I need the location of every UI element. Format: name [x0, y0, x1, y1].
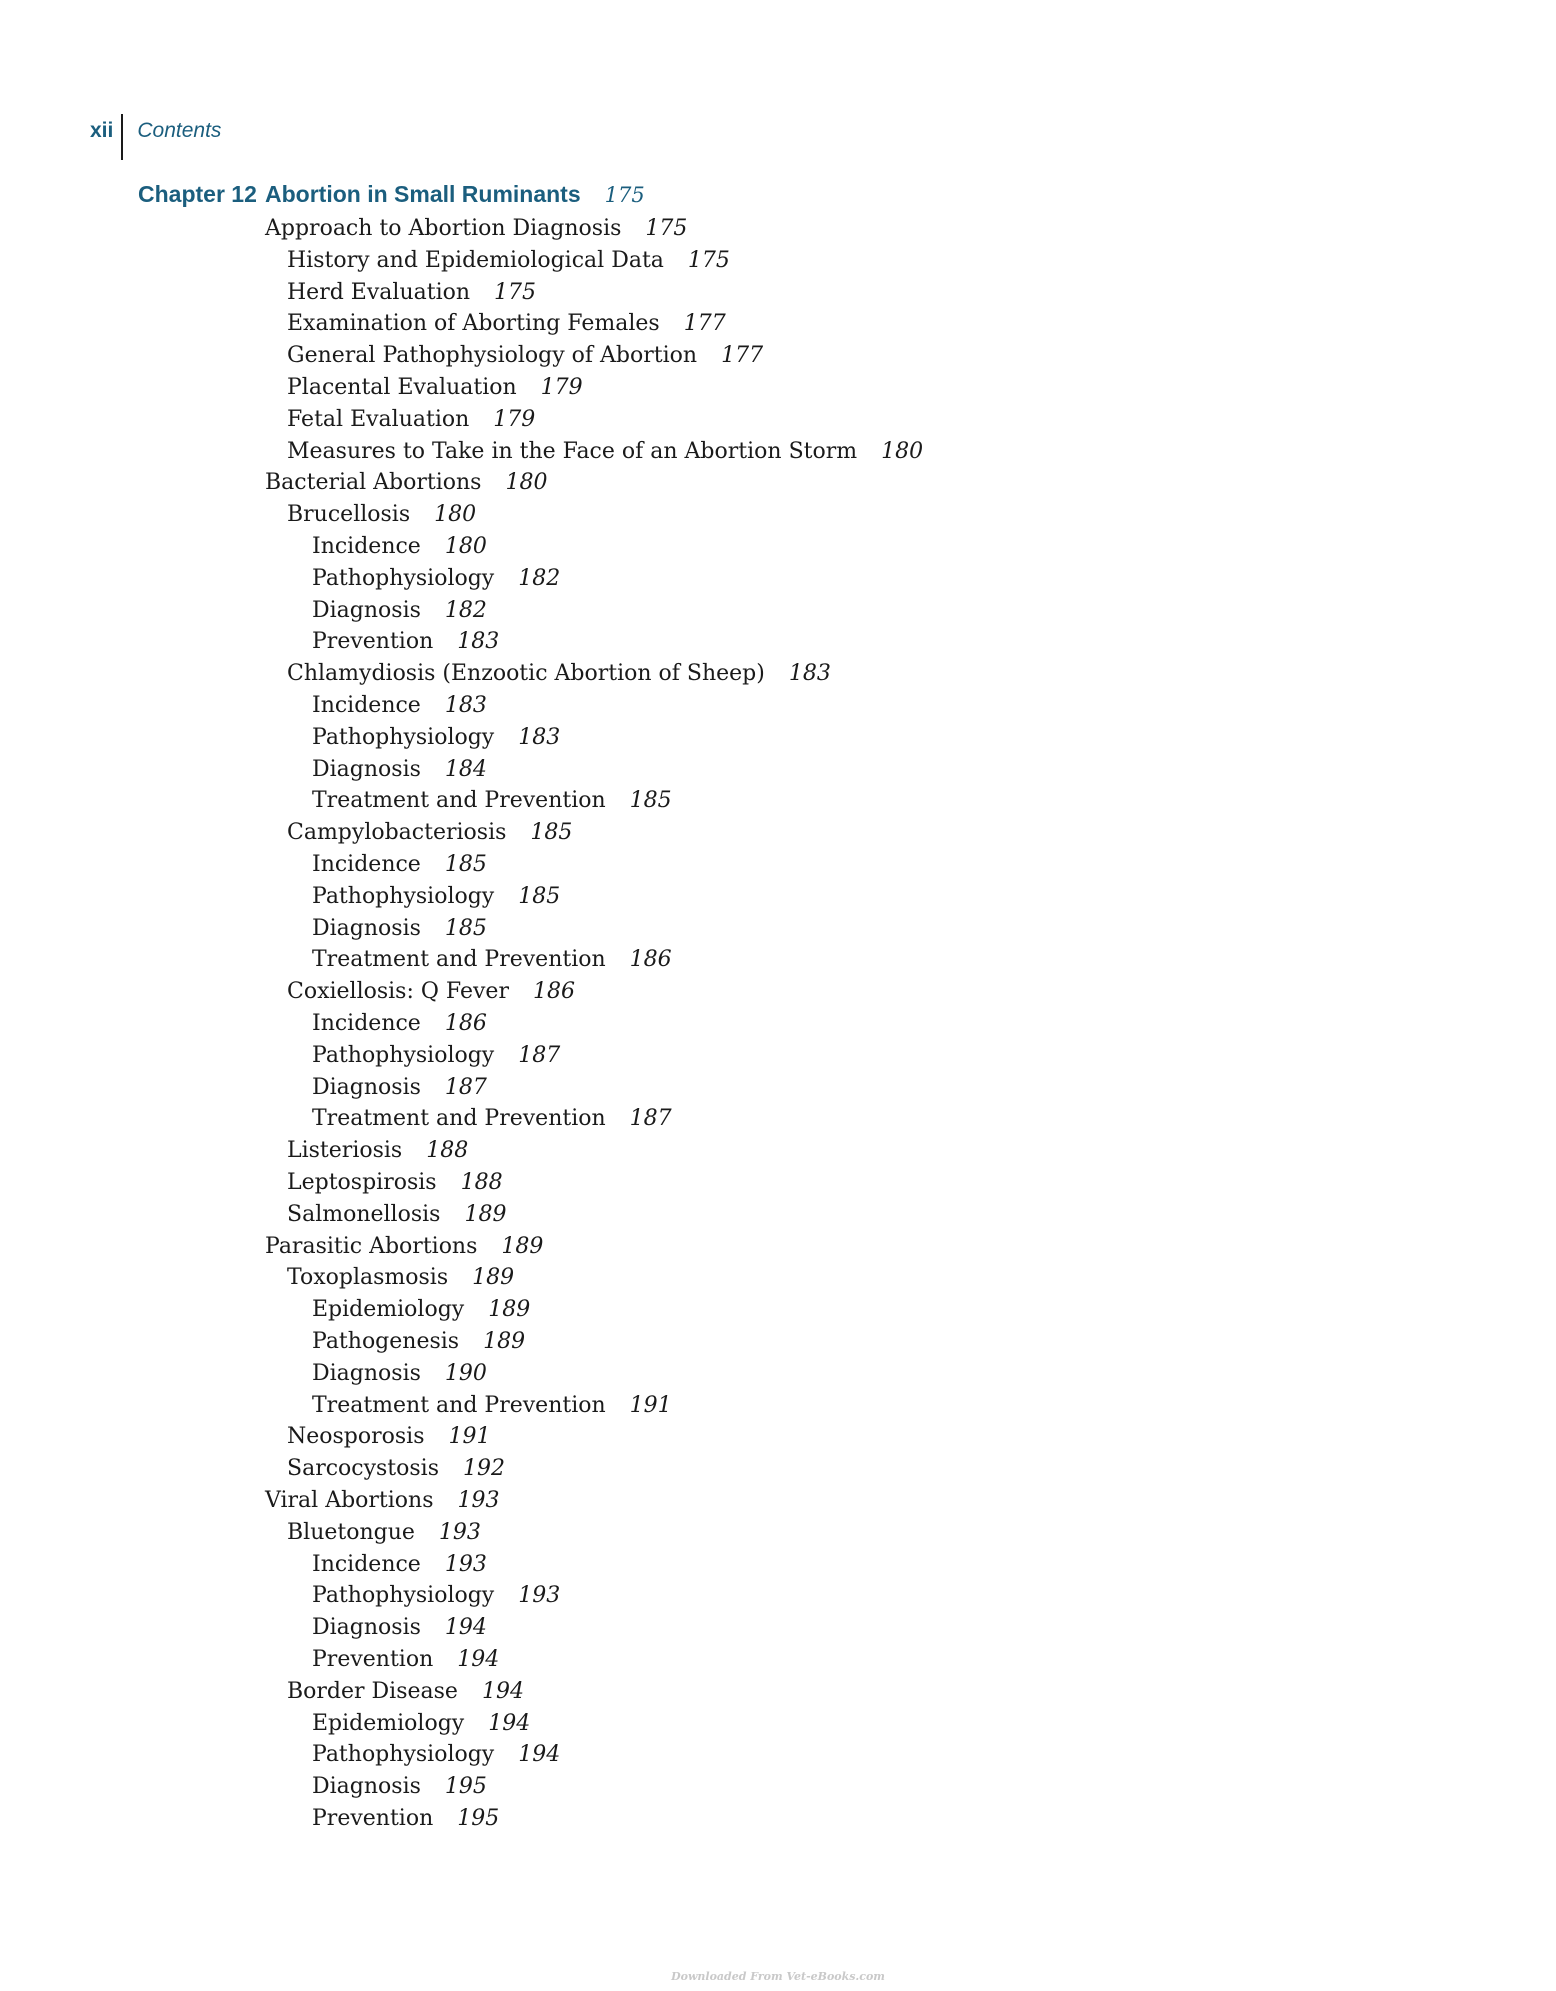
toc-entry-title: Measures to Take in the Face of an Abortion Storm — [287, 438, 858, 464]
toc-entry-title: Pathophysiology — [312, 883, 495, 909]
toc-entry-title: Incidence — [312, 693, 421, 718]
toc-entry-page: 187 — [444, 1074, 487, 1100]
toc-entry-page: 183 — [457, 629, 500, 655]
toc-entry-level-3 — [312, 722, 560, 754]
toc-entry-page: 194 — [444, 1615, 487, 1641]
toc-entry-level-1 — [265, 467, 547, 499]
chapter-title: Abortion in Small Ruminants — [265, 181, 581, 207]
toc-entry-title: History and Epidemiological Data — [287, 247, 664, 273]
toc-entry-page: 182 — [444, 597, 487, 623]
toc-entry-title: Treatment and Prevention — [312, 1392, 606, 1418]
toc-entry-title: Prevention — [312, 1806, 434, 1831]
toc-entry-title: Chlamydiosis (Enzootic Abortion of Sheep) — [287, 661, 765, 687]
toc-entry-title: Bluetongue — [287, 1519, 415, 1545]
toc-entry-level-3 — [312, 690, 487, 722]
toc-entry-level-2 — [287, 1676, 524, 1708]
toc-entry-level-3 — [312, 1040, 560, 1072]
toc-entry-level-1 — [265, 1231, 543, 1263]
toc-entry-level-2 — [287, 1167, 503, 1199]
toc-entry-title: Treatment and Prevention — [312, 788, 606, 814]
toc-entry-title: Border Disease — [287, 1678, 458, 1704]
toc-entry-title: Incidence — [312, 1011, 421, 1036]
toc-entry-title: Prevention — [312, 629, 434, 655]
toc-entry-page: 185 — [629, 788, 672, 814]
toc-entry-page: 189 — [501, 1233, 544, 1259]
toc-entry-level-2 — [287, 817, 572, 849]
toc-entry-level-2 — [287, 308, 726, 340]
toc-entry-page: 179 — [493, 406, 536, 432]
toc-entry-title: Fetal Evaluation — [287, 406, 470, 432]
toc-entry-level-3 — [312, 1771, 487, 1803]
toc-entry-title: Diagnosis — [312, 1360, 421, 1386]
toc-entry-title: Pathophysiology — [312, 565, 495, 591]
toc-entry-title: Prevention — [312, 1647, 434, 1672]
toc-entry-page: 191 — [448, 1424, 491, 1450]
toc-entry-title: Incidence — [312, 534, 421, 559]
toc-entry-title: Pathophysiology — [312, 724, 495, 750]
toc-entry-title: Diagnosis — [312, 1074, 421, 1100]
toc-entry-level-1 — [265, 1485, 500, 1517]
toc-entry-title: Herd Evaluation — [287, 279, 471, 305]
toc-entry-page: 182 — [518, 565, 561, 591]
toc-entry-level-3 — [312, 595, 487, 627]
toc-entry-title: Brucellosis — [287, 502, 411, 528]
toc-entry-title: Diagnosis — [312, 1774, 421, 1800]
toc-entry-title: Salmonellosis — [287, 1201, 441, 1227]
toc-entry-page: 186 — [444, 1011, 487, 1036]
toc-entry-level-3 — [312, 1739, 560, 1771]
toc-entry-page: 185 — [444, 915, 487, 941]
toc-entry-level-3 — [312, 1803, 499, 1835]
toc-entry-title: Epidemiology — [312, 1297, 465, 1323]
toc-entry-page: 193 — [438, 1519, 481, 1545]
toc-entry-title: Incidence — [312, 852, 421, 877]
toc-entry-page: 190 — [444, 1360, 487, 1386]
toc-entry-page: 191 — [629, 1392, 672, 1418]
toc-entry-level-3 — [312, 1294, 530, 1326]
toc-entry-level-3 — [312, 1326, 525, 1358]
toc-entry-page: 193 — [518, 1583, 561, 1609]
toc-entry-level-3 — [312, 1708, 530, 1740]
toc-entry-level-2 — [287, 658, 831, 690]
toc-entry-page: 193 — [457, 1488, 500, 1513]
chapter-label: Chapter 12 — [138, 181, 257, 207]
toc-entry-page: 188 — [426, 1138, 469, 1164]
toc-entry-page: 185 — [518, 883, 561, 909]
toc-entry-page: 183 — [788, 661, 831, 687]
toc-entry-title: Campylobacteriosis — [287, 820, 507, 846]
toc-entry-level-2 — [287, 1517, 481, 1549]
toc-entry-page: 175 — [494, 279, 537, 305]
toc-entry-level-3 — [312, 1612, 487, 1644]
toc-entry-title: Epidemiology — [312, 1710, 465, 1736]
toc-entry-page: 194 — [481, 1678, 524, 1704]
toc-entry-title: Parasitic Abortions — [265, 1233, 478, 1259]
toc-entry-level-2 — [287, 372, 583, 404]
toc-entry-title: Diagnosis — [312, 1615, 421, 1641]
toc-entry-level-2 — [287, 976, 575, 1008]
toc-entry-level-3 — [312, 1072, 487, 1104]
toc-entry-page: 186 — [532, 979, 575, 1005]
toc-entry-page: 184 — [444, 756, 487, 782]
toc-entry-title: Pathophysiology — [312, 1042, 495, 1068]
toc-entry-level-3 — [312, 1008, 487, 1040]
toc-entry-title: Incidence — [312, 1551, 421, 1577]
toc-entry-title: Diagnosis — [312, 597, 421, 623]
toc-entry-title: Coxiellosis: Q Fever — [287, 979, 509, 1005]
toc-entry-page: 189 — [472, 1265, 515, 1291]
toc-entry-level-3 — [312, 944, 672, 976]
toc-entry-page: 192 — [463, 1456, 506, 1482]
toc-entry-level-2 — [287, 1135, 468, 1167]
toc-entry-level-2 — [287, 1453, 505, 1485]
toc-entry-level-3 — [312, 1358, 487, 1390]
toc-entry-page: 188 — [460, 1170, 503, 1195]
toc-entry-title: Pathogenesis — [312, 1329, 460, 1354]
toc-entry-level-3 — [312, 1580, 560, 1612]
toc-entry-title: Toxoplasmosis — [287, 1265, 449, 1291]
toc-entry-title: Leptospirosis — [287, 1170, 437, 1195]
toc-entry-level-2 — [287, 1421, 491, 1453]
toc-entry-level-3 — [312, 785, 672, 817]
toc-entry-page: 183 — [444, 693, 487, 718]
running-head — [90, 114, 221, 160]
toc-entry-title: Neosporosis — [287, 1424, 425, 1450]
toc-entry-page: 187 — [629, 1106, 672, 1132]
toc-entry-level-3 — [312, 1390, 672, 1422]
toc-entry-title: Pathophysiology — [312, 1583, 495, 1609]
toc-entry-title: Diagnosis — [312, 915, 421, 941]
toc-entry-page: 183 — [518, 724, 561, 750]
toc-entry-page: 189 — [483, 1329, 526, 1354]
toc-entry-level-2 — [287, 277, 536, 309]
toc-entry-page: 195 — [444, 1774, 487, 1800]
toc-entry-level-2 — [287, 340, 763, 372]
toc-entry-page: 177 — [721, 343, 764, 369]
toc-entry-level-3 — [312, 626, 499, 658]
chapter-heading — [138, 181, 645, 213]
toc-entry-page: 180 — [444, 534, 487, 559]
toc-entry-page: 179 — [540, 375, 583, 400]
toc-entry-level-2 — [287, 1262, 514, 1294]
toc-entry-page: 175 — [687, 247, 730, 273]
toc-entry-title: General Pathophysiology of Abortion — [287, 343, 698, 369]
toc-entry-page: 187 — [518, 1042, 561, 1068]
toc-entry-title: Bacterial Abortions — [265, 470, 482, 496]
toc-entry-title: Examination of Aborting Females — [287, 311, 660, 337]
toc-entry-level-3 — [312, 754, 487, 786]
toc-entry-page: 194 — [488, 1710, 531, 1736]
toc-entry-level-3 — [312, 531, 487, 563]
toc-entry-page: 185 — [444, 852, 487, 877]
toc-entry-level-3 — [312, 913, 487, 945]
toc-entry-page: 186 — [629, 947, 672, 973]
toc-entry-page: 185 — [530, 820, 573, 846]
toc-entry-title: Placental Evaluation — [287, 375, 517, 400]
toc-entry-title: Approach to Abortion Diagnosis — [265, 216, 622, 241]
toc-entry-title: Listeriosis — [287, 1138, 403, 1164]
toc-entry-page: 177 — [683, 311, 726, 337]
toc-entry-page: 194 — [457, 1647, 500, 1672]
section-title: Contents — [137, 119, 222, 142]
toc-entry-level-1 — [265, 213, 687, 245]
page-number: xii — [90, 119, 114, 142]
toc-entry-page: 180 — [505, 470, 548, 496]
toc-entry-page: 193 — [444, 1551, 487, 1577]
toc-entry-level-3 — [312, 563, 560, 595]
toc-entry-level-2 — [287, 245, 730, 277]
toc-entry-page: 180 — [881, 438, 924, 464]
toc-entry-page: 195 — [457, 1806, 500, 1831]
toc-entry-title: Treatment and Prevention — [312, 947, 606, 973]
toc-entry-level-2 — [287, 499, 476, 531]
toc-entry-page: 175 — [645, 216, 688, 241]
toc-entry-title: Viral Abortions — [265, 1488, 434, 1513]
toc-entry-level-3 — [312, 1103, 672, 1135]
toc-entry-page: 189 — [464, 1201, 507, 1227]
toc-entry-title: Sarcocystosis — [287, 1456, 440, 1482]
toc-entry-level-2 — [287, 436, 923, 468]
toc-entry-level-2 — [287, 404, 535, 436]
toc-entry-title: Pathophysiology — [312, 1742, 495, 1768]
toc-entry-level-3 — [312, 1644, 499, 1676]
toc-entry-level-3 — [312, 1549, 487, 1581]
watermark-footer: Downloaded From Vet-eBooks.com — [671, 1970, 885, 1983]
toc-entry-level-2 — [287, 1199, 506, 1231]
toc-entry-title: Diagnosis — [312, 756, 421, 782]
toc-entry-page: 194 — [518, 1742, 561, 1768]
toc-entry-page: 180 — [434, 502, 477, 528]
toc-entry-page: 189 — [488, 1297, 531, 1323]
chapter-page: 175 — [604, 183, 645, 207]
toc-entry-level-3 — [312, 881, 560, 913]
toc-entry-level-3 — [312, 849, 487, 881]
toc-entry-title: Treatment and Prevention — [312, 1106, 606, 1132]
